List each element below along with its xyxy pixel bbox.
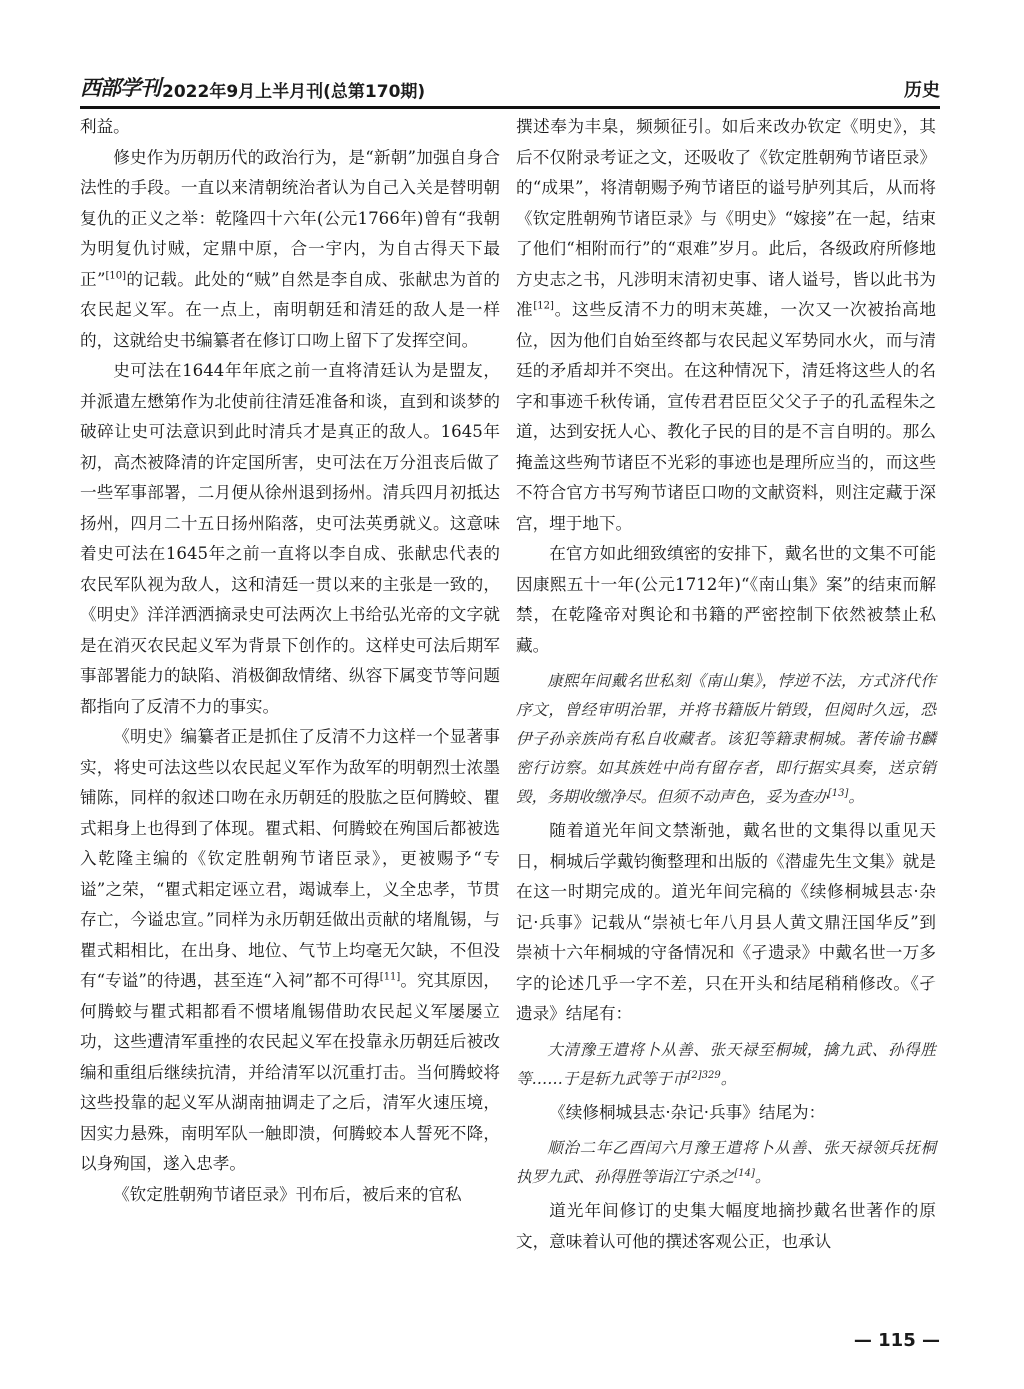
left-column [80,112,500,1210]
section-name: 历史 [904,80,940,101]
paragraph-text: 。这些反清不力的明末英雄，一次又一次被抬高地位，因为他们自始至终都与农民起义军势同水火，而与清廷的矛盾却并不突出。在这种情况下，清廷将这些人的名字和事迹千秋传诵，宣传君君臣臣父父子子的孔孟程朱之道，达到安抚人心、教化子民的目的是不言自明的。那么掩盖这些殉节诸臣不光彩的事迹也是理所应当的，而这些不符合官方书写殉节诸臣口吻的文献资料，则注定藏于深宫，埋于地下。 [516,300,937,533]
paragraph [80,143,500,357]
journal-logo: 西部学刊 [80,75,160,100]
quote-text: 大清豫王遣将卜从善、张天禄至桐城，擒九武、孙得胜等……于是斩九武等于市 [516,1040,936,1088]
paragraph-text: 修史作为历朝历代的政治行为，是“新朝”加强自身合法性的手段。一直以来清朝统治者认为自己入关是替明朝复仇的正义之举：乾隆四十六年(公元1766年)曾有“我朝为明复仇讨贼，定鼎中原，合一宇内，为自古得天下最正” [80,147,500,289]
paragraph: 《续修桐城县志·杂记·兵事》结尾为： [549,1102,826,1122]
paragraph-text: 。究其原因，何腾蛟与瞿式耜都看不惯堵胤锡借助农民起义军屡屡立功，这些遭清军重挫的农民起义军在投靠永历朝廷后被改编和重组后继续抗清，并给清军以沉重打击。当何腾蛟将这些投靠的起义军从湖南抽调走了之后，清军火速压境，因实力悬殊，南明军队一触即溃，何腾蛟本人誓死不降，以身殉国，遂入忠孝。 [80,971,500,1173]
citation: [13] [827,787,849,799]
quote-text: 。 [720,1069,737,1088]
paragraph-text: 的记载。此处的“贼”自然是李自成、张献忠为首的农民起义军。在一点上，南明朝廷和清廷的敌人是一样的，这就给史书编纂者在修订口吻上留下了发挥空间。 [80,269,500,350]
issue-info: 2022年9月上半月刊(总第170期) [162,82,426,102]
paragraph [516,112,936,539]
page-number: — 115 — [853,1330,940,1351]
paragraph: 史可法在1644年年底之前一直将清廷认为是盟友，并派遣左懋第作为北使前往清廷准备和谈，直到和谈梦的破碎让史可法意识到此时清兵才是真正的敌人。1645年初，高杰被降清的许定国所害，史可法在万分沮丧后做了一些军事部署，二月便从徐州退到扬州。清兵四月初抵达扬州，四月二十五日扬州陷落，史可法英勇就义。这意味着史可法在1645年之前一直将以李自成、张献忠代表的农民军队视为敌人，这和清廷一贯以来的主张是一致的，《明史》洋洋洒洒摘录史可法两次上书给弘光帝的文字就是在消灭农民起义军为背景下创作的。这样史可法后期军事部署能力的缺陷、消极御敌情绪、纵容下属变节等问题都指向了反清不力的事实。 [80,361,500,716]
paragraph: 道光年间修订的史集大幅度地摘抄戴名世著作的原文，意味着认可他的撰述客观公正，也承认 [516,1201,936,1251]
quote-text: 顺治二年乙酉闰六月豫王遣将卜从善、张天禄领兵抚桐执罗九武、孙得胜等诣江宁杀之 [516,1139,936,1186]
block-quote [516,1036,936,1094]
quote-text: 康熙年间戴名世私刻《南山集》，悖逆不法，方式济代作序文，曾经审明治罪，并将书籍版片销毁，但阅时久远，恐伊子孙亲族尚有私自收藏者。该犯等籍隶桐城。著传谕书麟密行访察。如其族姓中尚有留存者，即行据实具奏，送京销毁，务期收缴净尽。但须不动声色，妥为查办 [516,672,936,806]
paragraph: 在官方如此细致缜密的安排下，戴名世的文集不可能因康熙五十一年(公元1712年)“《南山集》案”的结束而解禁，在乾隆帝对舆论和书籍的严密控制下依然被禁止私藏。 [516,544,936,655]
block-quote [516,667,936,812]
paragraph [80,722,500,1180]
header-left [80,72,425,106]
paragraph: 《钦定胜朝殉节诸臣录》刊布后，被后来的官私 [113,1184,462,1204]
citation: [14] [734,1167,755,1179]
quote-text: 。 [754,1168,771,1186]
citation: [12] [533,300,554,312]
block-quote [516,1134,936,1192]
paragraph: 利益。 [80,117,130,136]
quote-text: 。 [848,788,864,806]
paragraph-text: 撰述奉为丰臬，频频征引。如后来改办钦定《明史》，其后不仅附录考证之文，还吸收了《钦定胜朝殉节诸臣录》的“成果”，将清朝赐予殉节诸臣的谥号胪列其后，从而将《钦定胜朝殉节诸臣录》与《明史》“嫁接”在一起，结束了他们“相附而行”的“艰难”岁月。此后，各级政府所修地方史志之书，凡涉明末清初史事、诸人谥号，皆以此书为准 [516,117,936,319]
citation: [2]329 [687,1069,721,1081]
citation: [11] [379,971,401,983]
right-column [516,112,936,1257]
paragraph-text: 《明史》编纂者正是抓住了反清不力这样一个显著事实，将史可法这些以农民起义军作为敌军的明朝烈士浓墨铺陈，同样的叙述口吻在永历朝廷的股肱之臣何腾蛟、瞿式耜身上也得到了体现。瞿式耜、何腾蛟在殉国后都被选入乾隆主编的《钦定胜朝殉节诸臣录》，更被赐予“专谥”之荣，“瞿式耜定诬立君，竭诚奉上，义全忠孝，节贯存亡，今谥忠宣。”同样为永历朝廷做出贡献的堵胤锡，与瞿式耜相比，在出身、地位、气节上均毫无欠缺，不但没有“专谥”的待遇，甚至连“入祠”都不可得 [80,727,500,990]
citation: [10] [105,269,126,281]
paragraph: 随着道光年间文禁渐弛，戴名世的文集得以重见天日，桐城后学戴钧衡整理和出版的《潜虚先生文集》就是在这一时期完成的。道光年间完稿的《续修桐城县志·杂记·兵事》记载从“崇祯七年八月县人黄文鼎汪国华反”到崇祯十六年桐城的守备情况和《孑遗录》中戴名世一万多字的论述几乎一字不差，只在开头和结尾稍稍修改。《孑遗录》结尾有： [516,821,936,1023]
running-header [80,64,940,109]
